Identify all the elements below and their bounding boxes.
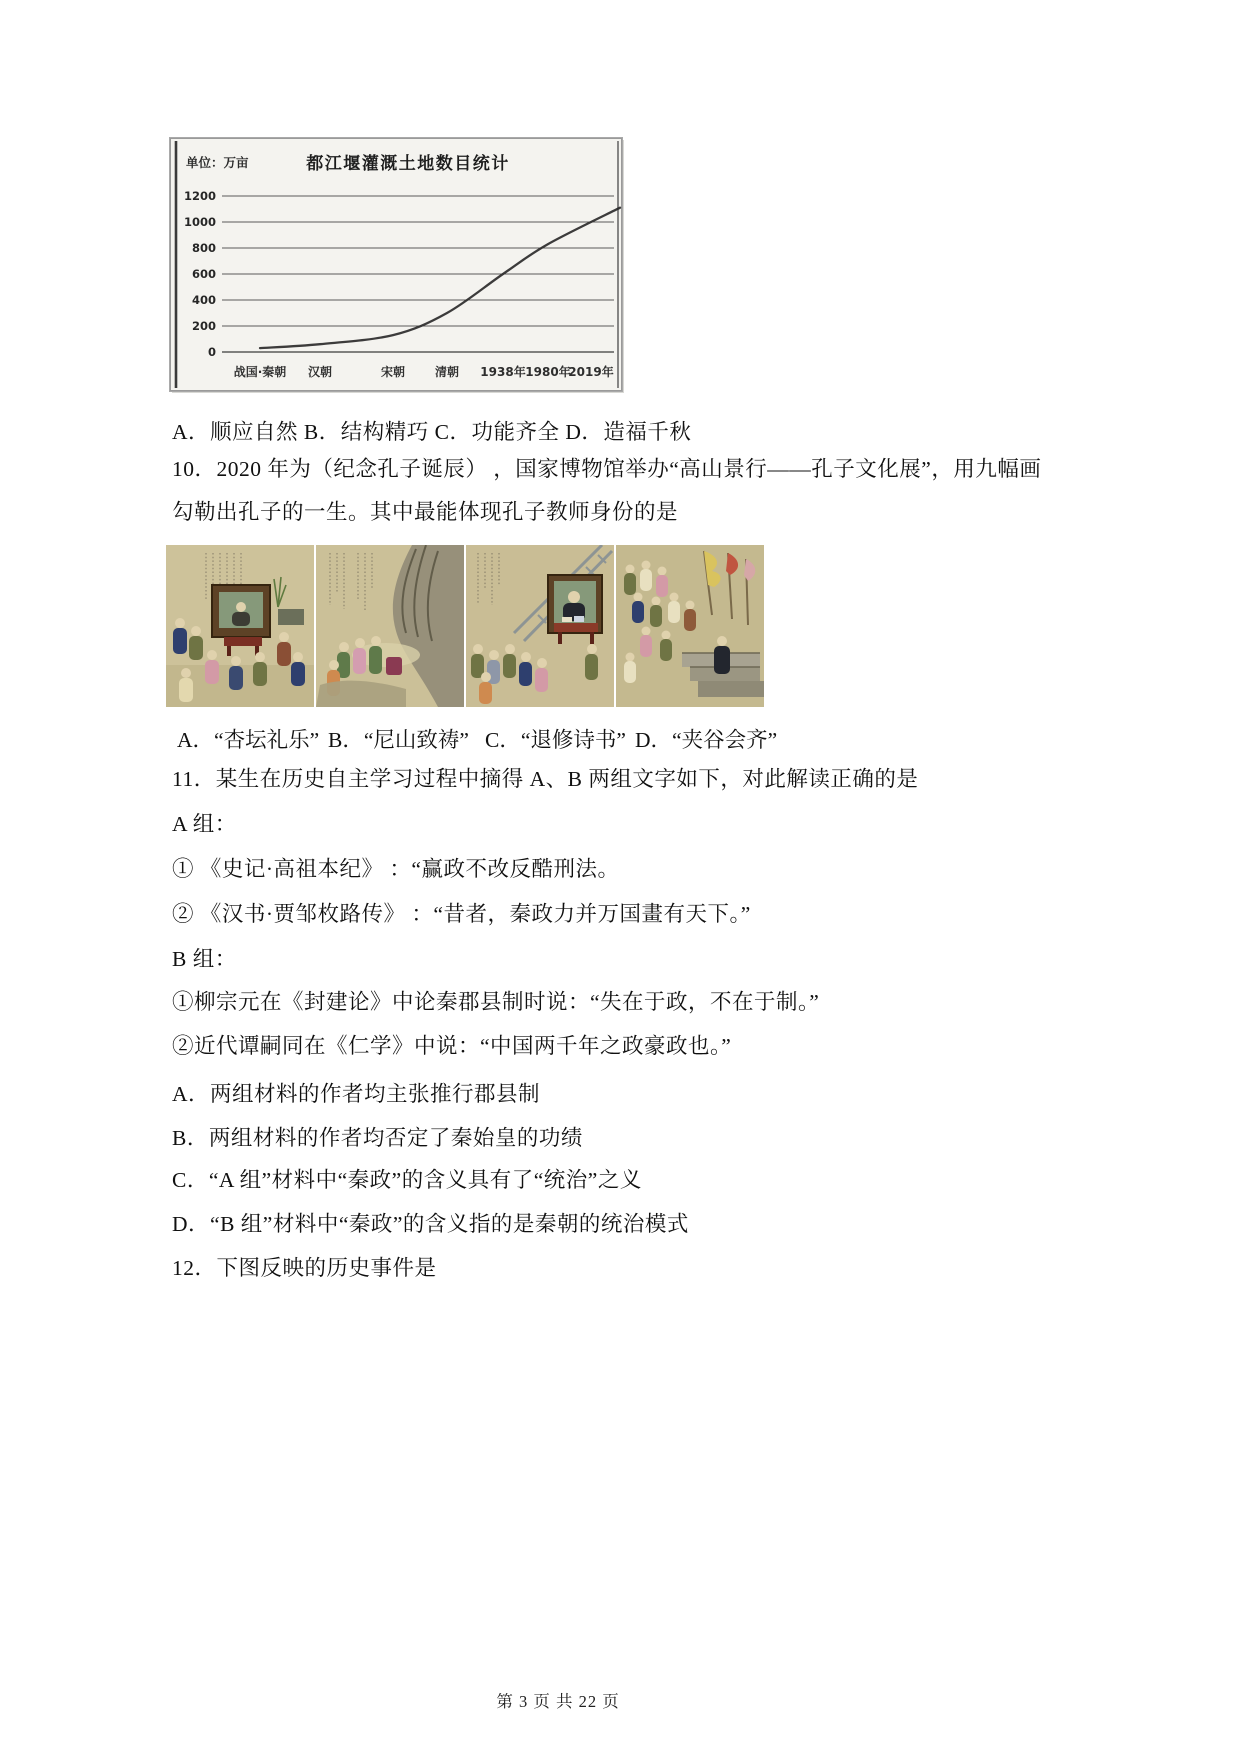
painting-tuixiu-shishu (466, 545, 614, 707)
dark-robed-figure (714, 646, 730, 674)
confucius-paintings-row (166, 545, 767, 707)
svg-text:400: 400 (191, 293, 216, 307)
svg-text:600: 600 (191, 267, 216, 281)
q11-option-c: C．“A 组”材料中“秦政”的含义具有了“统治”之义 (172, 1168, 642, 1192)
q10-option-c: C．“退修诗书” (485, 728, 626, 752)
q11-group-b-label: B 组： (172, 947, 237, 971)
svg-text:战国·秦朝: 战国·秦朝 (233, 365, 287, 379)
painting-nishan-zhidao (316, 545, 464, 707)
svg-text:清朝: 清朝 (434, 365, 460, 379)
chart-unit-label: 单位：万亩 (186, 155, 249, 170)
svg-text:2019年: 2019年 (568, 365, 614, 379)
chart-border (171, 139, 622, 391)
altar (386, 657, 402, 675)
svg-text:0: 0 (207, 345, 216, 359)
q11-group-b-item-1: ①柳宗元在《封建论》中论秦郡县制时说：“失在于政，不在于制。” (172, 990, 820, 1014)
q11-stem: 11．某生在历史自主学习过程中摘得 A、B 两组文字如下，对此解读正确的是 (172, 767, 919, 791)
desk (554, 623, 598, 632)
q12-stem: 12．下图反映的历史事件是 (172, 1256, 437, 1280)
q11-option-b: B．两组材料的作者均否定了秦始皇的功绩 (172, 1126, 583, 1150)
page-number-footer: 第 3 页 共 22 页 (496, 1692, 620, 1711)
q11-group-a-item-2: ② 《汉书·贾邹枚路传》 ：“昔者，秦政力并万国畫有天下。” (172, 902, 751, 926)
q9-options-line: A．顺应自然 B．结构精巧 C．功能齐全 D．造福千秋 (172, 420, 692, 444)
chart-title: 都江堰灌溉土地数目统计 (306, 154, 510, 174)
q11-group-b-item-2: ②近代谭嗣同在《仁学》中说：“中国两千年之政豪政也。” (172, 1034, 732, 1058)
q10-option-d: D．“夹谷会齐” (635, 728, 778, 752)
svg-text:1938年: 1938年 (480, 365, 526, 379)
q10-option-b: B．“尼山致祷” (328, 728, 469, 752)
q11-group-a-item-1: ① 《史记·高祖本纪》 ：“赢政不改反酷刑法。 (172, 857, 620, 881)
svg-text:800: 800 (191, 241, 216, 255)
irrigation-chart-svg (170, 138, 622, 391)
svg-text:1980年: 1980年 (525, 365, 571, 379)
q10-options-row (177, 723, 957, 751)
q10-stem-line2: 勾勒出孔子的一生。其中最能体现孔子教师身份的是 (172, 500, 679, 524)
svg-text:汉朝: 汉朝 (307, 365, 333, 379)
svg-text:1200: 1200 (183, 189, 216, 203)
q11-group-a-label: A 组： (172, 812, 237, 836)
irrigation-chart (170, 138, 622, 391)
q10-option-a: A．“杏坛礼乐” (177, 728, 320, 752)
q11-option-d: D．“B 组”材料中“秦政”的含义指的是秦朝的统治模式 (172, 1212, 689, 1236)
q11-option-a: A．两组材料的作者均主张推行郡县制 (172, 1082, 541, 1106)
svg-text:宋朝: 宋朝 (380, 365, 406, 379)
svg-text:1000: 1000 (183, 215, 216, 229)
svg-text:200: 200 (191, 319, 216, 333)
painting-xingtan-lile (166, 545, 314, 707)
q10-stem-line1: 10．2020 年为（纪念孔子诞辰） ，国家博物馆举办“高山景行——孔子文化展”，用九幅画 (172, 457, 1042, 481)
painting-jiagu-huiqi (616, 545, 764, 707)
